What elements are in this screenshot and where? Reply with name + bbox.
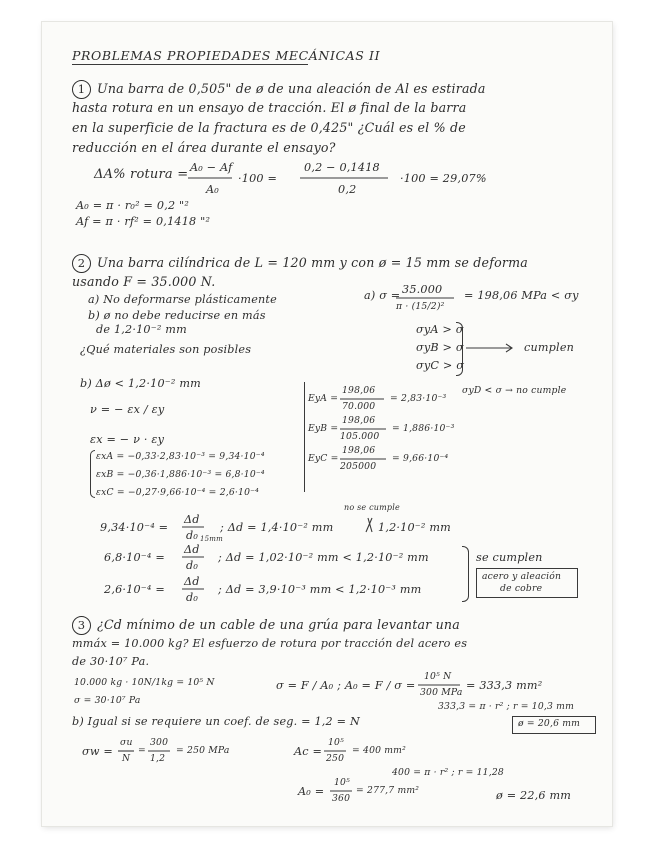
handwritten-strokes (42, 22, 612, 826)
radius-calc-2: 400 = π · r² ; r = 11,28 (392, 767, 504, 778)
problem-3-line-1: 3 ¿Cd mínimo de un cable de una grúa para levantar una (72, 616, 460, 635)
strain-x-a: εxA = −0,33·2,83·10⁻³ = 9,34·10⁻⁴ (96, 451, 265, 462)
result-2-numerator: Δd (184, 543, 200, 556)
problem-2-yield-b: σyB > σ (416, 341, 464, 354)
result-3-denominator: d₀ (186, 591, 199, 604)
diameter-result-2: ø = 22,6 mm (496, 789, 572, 802)
problem-2-yield-c: σyC > σ (416, 359, 465, 372)
problem-2-answer-a-lhs: a) σ = (364, 289, 401, 302)
area-c-denominator: 250 (326, 753, 345, 764)
problem-2-answer-a-denominator: π · (15/2)² (396, 301, 445, 312)
area-denominator: 300 MPa (420, 687, 463, 698)
problem-2-line-1: 2 Una barra cilíndrica de L = 120 mm y con ø = 15 mm se deforma (72, 254, 528, 273)
strain-y-c-denominator: 205000 (340, 461, 377, 472)
result-3-rhs: ; Δd = 3,9·10⁻³ mm < 1,2·10⁻³ mm (218, 583, 422, 596)
problem-2-cumplen: cumplen (524, 341, 575, 354)
result-1-numerator: Δd (184, 513, 200, 526)
strain-y-b-label: EyB = (308, 423, 339, 434)
strain-x-definition: εx = − ν · εy (90, 433, 165, 446)
result-1-lhs: 9,34·10⁻⁴ = (100, 521, 169, 534)
working-stress-eq: = (138, 745, 146, 756)
strain-x-b: εxB = −0,36·1,886·10⁻³ = 6,8·10⁻⁴ (96, 469, 265, 480)
area-o-label: A₀ = (298, 785, 325, 798)
strain-y-a-result: = 2,83·10⁻³ (390, 393, 447, 404)
result-1-denominator: d₀ (186, 529, 199, 542)
problem-2-condition-b-1: b) ø no debe reducirse en más (88, 309, 266, 322)
area-c-result: = 400 mm² (352, 745, 406, 756)
problem-3-line-3: de 30·10⁷ Pa. (72, 655, 150, 668)
problem-2-number: 2 (72, 254, 91, 273)
problem-1-line-3: en la superficie de la fractura es de 0,425" ¿Cuál es el % de (72, 120, 466, 135)
strain-y-a-denominator: 70.000 (342, 401, 376, 412)
result-1-limit: 1,2·10⁻² mm (378, 521, 451, 534)
area-o-denominator: 360 (332, 793, 351, 804)
problem-2-condition-b-2: de 1,2·10⁻² mm (96, 323, 187, 336)
strain-y-b-numerator: 198,06 (342, 415, 376, 426)
problem-2-line-2: usando F = 35.000 N. (72, 274, 216, 289)
result-3-lhs: 2,6·10⁻⁴ = (104, 583, 165, 596)
problem-1-formula-mid: ·100 = (238, 172, 278, 185)
problem-1-number: 1 (72, 80, 91, 99)
result-2-rhs: ; Δd = 1,02·10⁻² mm < 1,2·10⁻² mm (218, 551, 429, 564)
strain-y-c-result: = 9,66·10⁻⁴ (392, 453, 449, 464)
working-stress-den2: 1,2 (150, 753, 166, 764)
result-2-denominator: d₀ (186, 559, 199, 572)
force-conversion: 10.000 kg · 10N/1kg = 10⁵ N (74, 677, 215, 688)
area-numerator: 10⁵ N (424, 671, 452, 682)
result-2-lhs: 6,8·10⁻⁴ = (104, 551, 165, 564)
notebook-page (42, 22, 612, 826)
working-stress-result: = 250 MPa (176, 745, 230, 756)
problem-2-answer-a-result: = 198,06 MPa < σy (464, 289, 579, 302)
problem-1-final-area: Af = π · rf² = 0,1418 "² (76, 215, 211, 228)
problem-2-answer-a-numerator: 35.000 (402, 283, 443, 296)
materials-line-2: de cobre (500, 583, 543, 594)
problem-1-fraction-numerator: A₀ − Af (190, 161, 233, 174)
no-cumple-note: no se cumple (344, 503, 400, 512)
working-stress-num: σu (120, 737, 133, 748)
materials-line-1: acero y aleación (482, 571, 562, 582)
problem-1-line-2: hasta rotura en un ensayo de tracción. El ø final de la barra (72, 100, 467, 115)
result-3-numerator: Δd (184, 575, 200, 588)
strain-x-c: εxC = −0,27·9,66·10⁻⁴ = 2,6·10⁻⁴ (96, 487, 260, 498)
problem-2-yield-a: σyA > σ (416, 323, 464, 336)
area-c-label: Ac = (294, 745, 323, 758)
poisson-definition: ν = − εx / εy (90, 403, 165, 416)
strain-y-c-numerator: 198,06 (342, 445, 376, 456)
radius-calc: 333,3 = π · r² ; r = 10,3 mm (438, 701, 574, 712)
problem-2-question: ¿Qué materiales son posibles (80, 343, 252, 356)
area-equation: σ = F / A₀ ; A₀ = F / σ = (276, 679, 416, 692)
problem-1-fraction2-numerator: 0,2 − 0,1418 (304, 161, 380, 174)
problem-1-fraction-denominator: A₀ (206, 183, 219, 196)
se-cumplen-label: se cumplen (476, 551, 543, 564)
problem-1-formula-lhs: ΔA% rotura = (94, 167, 189, 182)
strain-y-b-result: = 1,886·10⁻³ (392, 423, 455, 434)
stress-value: σ = 30·10⁷ Pa (74, 695, 141, 706)
problem-1-initial-area: A₀ = π · r₀² = 0,2 "² (76, 199, 190, 212)
strain-y-a-numerator: 198,06 (342, 385, 376, 396)
problem-2-part-b-heading: b) Δø < 1,2·10⁻² mm (80, 377, 201, 390)
problem-1-line-1: 1 Una barra de 0,505" de ø de una aleación de Al es estirada (72, 80, 486, 99)
area-result: = 333,3 mm² (466, 679, 543, 692)
working-stress-num2: 300 (150, 737, 169, 748)
problem-1-result: ·100 = 29,07% (400, 172, 487, 185)
strain-y-c-label: EyC = (308, 453, 339, 464)
part-b-text: b) Igual si se requiere un coef. de seg. = 1,2 = N (72, 715, 360, 728)
strain-y-b-denominator: 105.000 (340, 431, 380, 442)
yield-d-note: σyD < σ → no cumple (462, 385, 567, 396)
area-o-numerator: 10⁵ (334, 777, 350, 788)
result-1-small: 15mm (200, 535, 223, 543)
result-1-rhs: ; Δd = 1,4·10⁻² mm (220, 521, 334, 534)
page-title: PROBLEMAS PROPIEDADES MECÁNICAS II (72, 48, 381, 63)
strain-y-a-label: EyA = (308, 393, 339, 404)
problem-3-number: 3 (72, 616, 91, 635)
diameter-result-1: ø = 20,6 mm (518, 718, 581, 729)
working-stress-label: σw = (82, 745, 113, 758)
problem-2-condition-a: a) No deformarse plásticamente (88, 293, 277, 306)
problem-1-line-4: reducción en el área durante el ensayo? (72, 140, 336, 155)
working-stress-den: N (122, 753, 131, 764)
problem-3-line-2: mmáx = 10.000 kg? El esfuerzo de rotura por tracción del acero es (72, 637, 468, 650)
area-o-result: = 277,7 mm² (356, 785, 420, 796)
area-c-numerator: 10⁵ (328, 737, 344, 748)
problem-1-fraction2-denominator: 0,2 (338, 183, 357, 196)
